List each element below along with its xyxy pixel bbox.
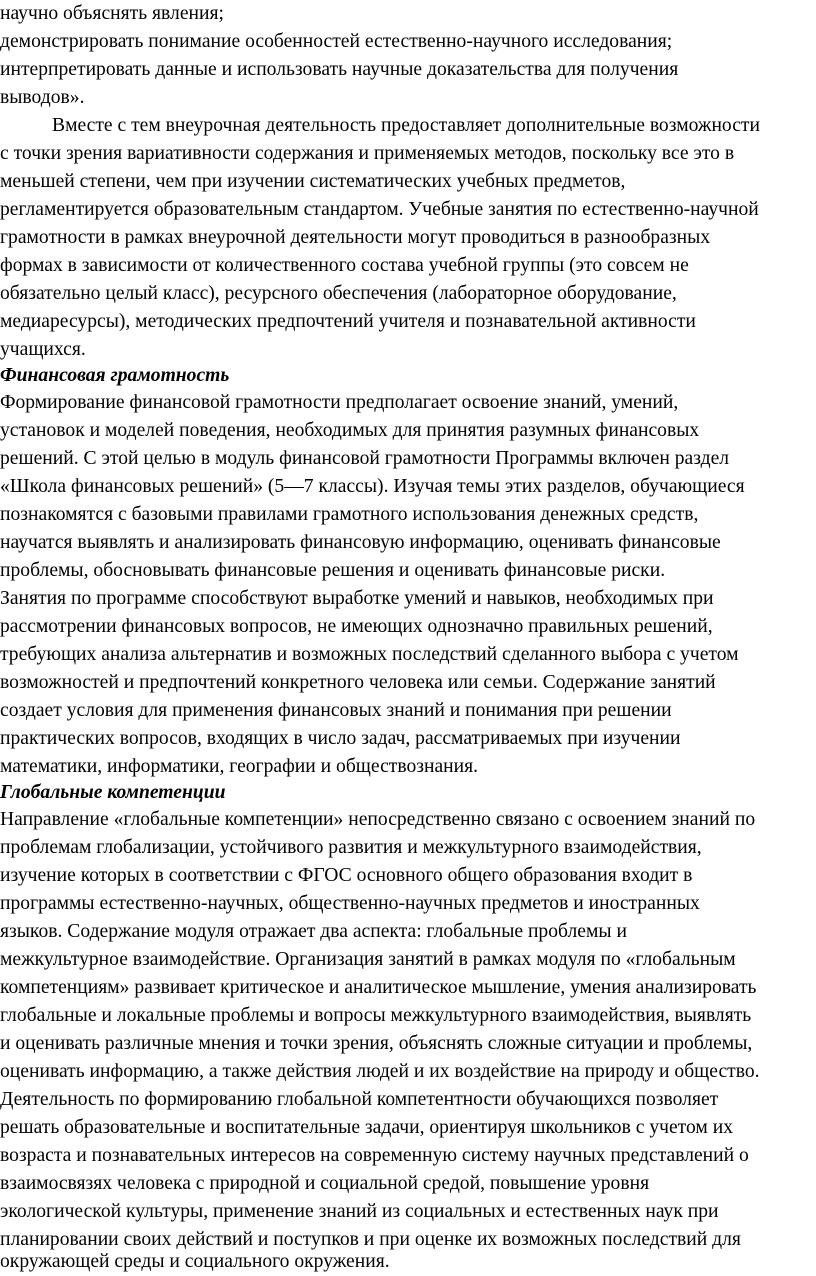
text-line: интерпретировать данные и использовать научные доказательства для получения [0,59,679,80]
text-line: проблемы, обосновывать финансовые решения и оценивать финансовые риски. [0,560,666,581]
text-line: возможностей и предпочтений конкретного человека или семьи. Содержание занятий [0,672,716,693]
text-line: языков. Содержание модуля отражает два аспекта: глобальные проблемы и [0,921,627,942]
text-line: возраста и познавательных интересов на современную систему научных представлений о [0,1145,749,1166]
text-line: математики, информатики, географии и обществознания. [0,756,479,777]
text-line: проблемам глобализации, устойчивого развития и межкультурного взаимодействия, [0,837,702,858]
text-line: экологической культуры, применение знаний из социальных и естественных наук при [0,1201,719,1222]
text-line: учащихся. [0,339,86,360]
text-line: Направление «глобальные компетенции» непосредственно связано с освоением знаний по [0,809,756,830]
text-line: обязательно целый класс), ресурсного обеспечения (лабораторное оборудование, [0,283,677,304]
text-line: рассмотрении финансовых вопросов, не имеющих однозначно правильных решений, [0,616,713,637]
text-line: требующих анализа альтернатив и возможных последствий сделанного выбора с учетом [0,644,739,665]
section-heading-global: Глобальные компетенции [0,782,226,803]
text-line: взаимосвязях человека с природной и социальной средой, повышение уровня [0,1173,650,1194]
text-line: практических вопросов, входящих в число задач, рассматриваемых при изучении [0,728,681,749]
text-line: «Школа финансовых решений» (5—7 классы). Изучая темы этих разделов, обучающиеся [0,476,745,497]
text-line: формах в зависимости от количественного состава учебной группы (это совсем не [0,255,689,276]
text-line: регламентируется образовательным стандартом. Учебные занятия по естественно-научной [0,199,759,220]
text-line: глобальные и локальные проблемы и вопросы межкультурного взаимодействия, выявлять [0,1005,752,1026]
text-line: создает условия для применения финансовых знаний и понимания при решении [0,700,672,721]
text-line: познакомятся с базовыми правилами грамотного использования денежных средств, [0,504,699,525]
text-line: изучение которых в соответствии с ФГОС основного общего образования входит в [0,865,693,886]
text-line: демонстрировать понимание особенностей естественно-научного исследования; [0,31,673,52]
text-line: Занятия по программе способствуют выработке умений и навыков, необходимых при [0,588,714,609]
text-line: оценивать информацию, а также действия людей и их воздействие на природу и общество. [0,1061,760,1082]
text-line: Формирование финансовой грамотности предполагает освоение знаний, умений, [0,392,679,413]
text-line: установок и моделей поведения, необходимых для принятия разумных финансовых [0,420,700,441]
text-line: Вместе с тем внеурочная деятельность предоставляет дополнительные возможности [52,115,760,136]
text-line: научно объяснять явления; [0,3,224,24]
text-line: и оценивать различные мнения и точки зрения, объяснять сложные ситуации и проблемы, [0,1033,753,1054]
text-line: меньшей степени, чем при изучении систематических учебных предметов, [0,171,626,192]
text-line: Деятельность по формированию глобальной компетентности обучающихся позволяет [0,1089,719,1110]
text-line: программы естественно-научных, общественно-научных предметов и иностранных [0,893,700,914]
text-line: решать образовательные и воспитательные задачи, ориентируя школьников с учетом их [0,1117,733,1138]
text-line: научатся выявлять и анализировать финансовую информацию, оценивать финансовые [0,532,721,553]
text-line: окружающей среды и социального окружения. [0,1251,390,1272]
text-line: медиаресурсы), методических предпочтений учителя и познавательной активности [0,311,696,332]
text-line: с точки зрения вариативности содержания и применяемых методов, поскольку все это в [0,143,735,164]
text-line: грамотности в рамках внеурочной деятельности могут проводиться в разнообразных [0,227,711,248]
text-line: компетенциям» развивает критическое и аналитическое мышление, умения анализировать [0,977,757,998]
text-line: решений. С этой целью в модуль финансовой грамотности Программы включен раздел [0,448,730,469]
text-line: планировании своих действий и поступков и при оценке их возможных последствий для [0,1229,741,1250]
section-heading-finance: Финансовая грамотность [0,365,230,386]
text-line: выводов». [0,87,85,108]
text-line: межкультурное взаимодействие. Организация занятий в рамках модуля по «глобальным [0,949,736,970]
